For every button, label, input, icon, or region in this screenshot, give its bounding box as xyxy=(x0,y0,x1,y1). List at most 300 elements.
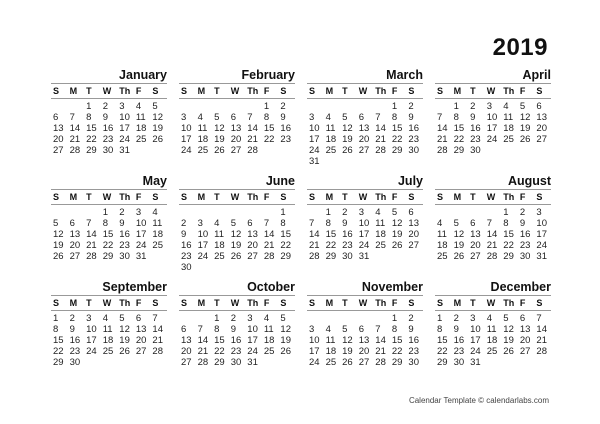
weekday-header: Th xyxy=(247,192,259,202)
day-cell: 22 xyxy=(325,240,337,251)
day-cell: 5 xyxy=(391,207,398,218)
day-cell: 23 xyxy=(470,134,481,145)
day-cell: 21 xyxy=(197,346,209,357)
weekday-header: Th xyxy=(503,298,515,308)
header-divider xyxy=(179,204,295,205)
day-cell: 18 xyxy=(486,335,498,346)
day-cell: 28 xyxy=(375,145,386,156)
day-cell: 15 xyxy=(391,335,403,346)
day-cell: 23 xyxy=(519,240,531,251)
day-cell: 17 xyxy=(247,335,258,346)
month-days-grid xyxy=(435,191,551,262)
day-cell: 9 xyxy=(181,229,187,240)
day-cell: 25 xyxy=(375,240,386,251)
day-cell: 12 xyxy=(503,324,514,335)
day-cell: 21 xyxy=(437,134,448,145)
day-cell: 8 xyxy=(263,112,270,123)
empty-day-cell xyxy=(357,101,374,112)
weekday-header: S xyxy=(280,86,287,96)
empty-day-cell xyxy=(262,207,279,218)
day-cell: 29 xyxy=(214,357,225,368)
day-cell: 16 xyxy=(453,335,465,346)
header-divider xyxy=(307,98,423,99)
day-cell: 27 xyxy=(408,240,419,251)
header-divider xyxy=(51,310,167,311)
day-cell: 22 xyxy=(214,346,225,357)
day-cell: 24 xyxy=(486,134,498,145)
weekday-header: W xyxy=(102,298,112,308)
day-cell: 5 xyxy=(152,101,158,112)
day-cell: 6 xyxy=(408,207,414,218)
day-cell: 22 xyxy=(391,134,403,145)
day-cell: 12 xyxy=(230,229,242,240)
day-cell: 30 xyxy=(342,251,353,262)
day-cell: 2 xyxy=(342,207,348,218)
day-cell: 11 xyxy=(375,218,386,229)
day-cell: 1 xyxy=(102,207,108,218)
day-cell: 21 xyxy=(536,335,547,346)
day-cell: 28 xyxy=(247,145,258,156)
day-cell: 1 xyxy=(503,207,509,218)
day-cell: 4 xyxy=(325,324,331,335)
day-cell: 23 xyxy=(181,251,192,262)
day-cell: 3 xyxy=(86,313,92,324)
day-cell: 13 xyxy=(519,324,531,335)
weekday-header: Th xyxy=(247,86,259,96)
weekday-header: S xyxy=(408,192,415,202)
weekday-header: T xyxy=(470,192,476,202)
day-cell: 30 xyxy=(408,357,419,368)
day-cell: 3 xyxy=(309,112,315,123)
empty-day-cell xyxy=(485,207,502,218)
day-cell: 18 xyxy=(197,134,209,145)
weekday-header: Th xyxy=(119,86,131,96)
day-cell: 15 xyxy=(280,229,291,240)
day-cell: 17 xyxy=(309,134,320,145)
weekday-header: F xyxy=(391,298,398,308)
day-cell: 17 xyxy=(470,335,481,346)
day-cell: 19 xyxy=(503,335,514,346)
day-cell: 13 xyxy=(181,335,192,346)
day-cell: 1 xyxy=(263,101,270,112)
day-cell: 12 xyxy=(519,112,531,123)
day-cell: 6 xyxy=(69,218,75,229)
day-cell: 9 xyxy=(519,218,526,229)
weekday-header: F xyxy=(519,298,526,308)
day-cell: 2 xyxy=(519,207,526,218)
weekday-header: W xyxy=(486,192,496,202)
weekday-header: S xyxy=(280,298,287,308)
day-cell: 10 xyxy=(247,324,258,335)
month-days-grid xyxy=(51,297,167,368)
day-cell: 8 xyxy=(214,324,220,335)
day-cell: 10 xyxy=(309,123,320,134)
day-cell: 20 xyxy=(519,335,531,346)
day-cell: 15 xyxy=(391,123,403,134)
weekday-header: M xyxy=(197,192,206,202)
day-cell: 20 xyxy=(358,346,370,357)
day-cell: 4 xyxy=(486,313,492,324)
month-title: December xyxy=(435,279,551,296)
day-cell: 6 xyxy=(181,324,187,335)
day-cell: 30 xyxy=(102,145,114,156)
header-divider xyxy=(51,204,167,205)
header-divider xyxy=(435,98,551,99)
day-cell: 10 xyxy=(135,218,147,229)
month-september xyxy=(51,279,167,368)
day-cell: 8 xyxy=(503,218,509,229)
day-cell: 30 xyxy=(181,262,192,273)
day-cell: 26 xyxy=(342,145,353,156)
empty-day-cell xyxy=(196,313,213,324)
day-cell: 16 xyxy=(102,123,114,134)
day-cell: 15 xyxy=(214,335,225,346)
day-cell: 11 xyxy=(152,218,163,229)
day-cell: 13 xyxy=(53,123,64,134)
weekday-header: M xyxy=(69,86,78,96)
day-cell: 14 xyxy=(152,324,163,335)
weekday-header: S xyxy=(437,86,444,96)
day-cell: 24 xyxy=(470,346,481,357)
day-cell: 18 xyxy=(135,123,147,134)
weekday-header: Th xyxy=(503,192,515,202)
day-cell: 12 xyxy=(214,123,225,134)
month-title: January xyxy=(51,67,167,84)
day-cell: 23 xyxy=(280,134,291,145)
weekday-header: Th xyxy=(119,192,131,202)
day-cell: 22 xyxy=(86,134,97,145)
day-cell: 20 xyxy=(536,123,547,134)
day-cell: 26 xyxy=(53,251,64,262)
day-cell: 3 xyxy=(197,218,203,229)
day-cell: 5 xyxy=(230,218,236,229)
day-cell: 22 xyxy=(280,240,291,251)
month-title: March xyxy=(307,67,423,84)
day-cell: 13 xyxy=(358,123,370,134)
day-cell: 14 xyxy=(247,123,258,134)
weekday-header: S xyxy=(53,86,60,96)
day-cell: 16 xyxy=(519,229,531,240)
day-cell: 21 xyxy=(486,240,498,251)
weekday-header: F xyxy=(391,86,398,96)
day-cell: 13 xyxy=(470,229,481,240)
day-cell: 23 xyxy=(230,346,242,357)
month-october xyxy=(179,279,295,368)
weekday-header: M xyxy=(325,86,334,96)
day-cell: 16 xyxy=(408,335,419,346)
day-cell: 2 xyxy=(470,101,476,112)
header-divider xyxy=(307,204,423,205)
day-cell: 21 xyxy=(375,346,386,357)
day-cell: 18 xyxy=(152,229,163,240)
empty-day-cell xyxy=(452,207,469,218)
day-cell: 18 xyxy=(325,346,337,357)
day-cell: 13 xyxy=(69,229,81,240)
day-cell: 14 xyxy=(486,229,498,240)
weekday-header: Th xyxy=(503,86,515,96)
day-cell: 29 xyxy=(503,251,514,262)
day-cell: 18 xyxy=(375,229,386,240)
day-cell: 1 xyxy=(280,207,286,218)
weekday-header: T xyxy=(470,86,476,96)
month-title: October xyxy=(179,279,295,296)
day-cell: 5 xyxy=(453,218,459,229)
day-cell: 4 xyxy=(503,101,509,112)
day-cell: 14 xyxy=(263,229,275,240)
day-cell: 9 xyxy=(408,324,414,335)
day-cell: 19 xyxy=(280,335,291,346)
day-cell: 3 xyxy=(247,313,253,324)
day-cell: 1 xyxy=(391,313,398,324)
weekday-header: F xyxy=(519,192,526,202)
day-cell: 24 xyxy=(135,240,147,251)
day-cell: 17 xyxy=(181,134,192,145)
day-cell: 21 xyxy=(375,134,386,145)
day-cell: 8 xyxy=(102,218,108,229)
empty-day-cell xyxy=(212,207,229,218)
day-cell: 26 xyxy=(119,346,130,357)
day-cell: 6 xyxy=(358,112,364,123)
header-divider xyxy=(179,98,295,99)
year-title: 2019 xyxy=(492,34,548,61)
day-cell: 8 xyxy=(391,324,398,335)
day-cell: 2 xyxy=(280,101,286,112)
weekday-header: W xyxy=(358,298,368,308)
empty-day-cell xyxy=(468,207,485,218)
day-cell: 12 xyxy=(391,218,403,229)
day-cell: 6 xyxy=(230,112,236,123)
weekday-header: M xyxy=(197,86,206,96)
day-cell: 18 xyxy=(263,335,275,346)
weekday-header: S xyxy=(152,298,159,308)
empty-day-cell xyxy=(435,101,452,112)
day-cell: 26 xyxy=(280,346,291,357)
month-days-grid xyxy=(435,297,551,368)
weekday-header: T xyxy=(86,298,92,308)
day-cell: 9 xyxy=(280,112,286,123)
day-cell: 30 xyxy=(69,357,81,368)
weekday-header: W xyxy=(486,298,496,308)
empty-day-cell xyxy=(229,207,246,218)
month-title: August xyxy=(435,173,551,190)
day-cell: 1 xyxy=(86,101,92,112)
weekday-header: F xyxy=(263,192,270,202)
day-cell: 13 xyxy=(536,112,547,123)
weekday-header: W xyxy=(102,86,112,96)
day-cell: 10 xyxy=(181,123,192,134)
day-cell: 10 xyxy=(536,218,547,229)
day-cell: 31 xyxy=(309,156,320,167)
day-cell: 16 xyxy=(181,240,192,251)
header-divider xyxy=(435,204,551,205)
day-cell: 3 xyxy=(358,207,364,218)
empty-day-cell xyxy=(68,101,85,112)
day-cell: 11 xyxy=(325,123,336,134)
day-cell: 1 xyxy=(53,313,59,324)
month-days-grid xyxy=(179,191,295,273)
day-cell: 31 xyxy=(119,145,130,156)
day-cell: 14 xyxy=(375,335,386,346)
empty-day-cell xyxy=(357,313,374,324)
day-cell: 2 xyxy=(181,218,187,229)
day-cell: 3 xyxy=(119,101,125,112)
day-cell: 23 xyxy=(453,346,465,357)
weekday-header: S xyxy=(53,192,60,202)
header-divider xyxy=(179,310,295,311)
weekday-header: F xyxy=(135,298,142,308)
month-days-grid xyxy=(51,191,167,262)
day-cell: 28 xyxy=(536,346,547,357)
day-cell: 18 xyxy=(503,123,514,134)
day-cell: 26 xyxy=(453,251,465,262)
day-cell: 19 xyxy=(53,240,64,251)
day-cell: 25 xyxy=(135,134,147,145)
day-cell: 8 xyxy=(325,218,331,229)
day-cell: 26 xyxy=(391,240,403,251)
day-cell: 5 xyxy=(503,313,509,324)
day-cell: 28 xyxy=(69,145,81,156)
day-cell: 9 xyxy=(408,112,414,123)
weekday-header: S xyxy=(437,298,444,308)
day-cell: 16 xyxy=(342,229,353,240)
day-cell: 5 xyxy=(119,313,125,324)
day-cell: 14 xyxy=(197,335,209,346)
weekday-header: W xyxy=(102,192,112,202)
day-cell: 18 xyxy=(325,134,337,145)
day-cell: 13 xyxy=(230,123,242,134)
day-cell: 10 xyxy=(486,112,498,123)
day-cell: 17 xyxy=(309,346,320,357)
day-cell: 24 xyxy=(119,134,130,145)
day-cell: 24 xyxy=(358,240,370,251)
day-cell: 15 xyxy=(325,229,337,240)
day-cell: 27 xyxy=(536,134,547,145)
day-cell: 12 xyxy=(280,324,291,335)
day-cell: 8 xyxy=(391,112,398,123)
empty-day-cell xyxy=(212,101,229,112)
empty-day-cell xyxy=(245,101,262,112)
day-cell: 29 xyxy=(325,251,337,262)
month-title: February xyxy=(179,67,295,84)
day-cell: 19 xyxy=(342,134,353,145)
weekday-header: T xyxy=(214,192,220,202)
weekday-header: S xyxy=(309,192,316,202)
weekday-header: S xyxy=(181,192,188,202)
day-cell: 9 xyxy=(470,112,476,123)
day-cell: 30 xyxy=(119,251,130,262)
month-days-grid xyxy=(307,297,423,368)
weekday-header: S xyxy=(437,192,444,202)
day-cell: 16 xyxy=(69,335,81,346)
day-cell: 1 xyxy=(453,101,459,112)
day-cell: 6 xyxy=(536,101,542,112)
day-cell: 28 xyxy=(486,251,498,262)
day-cell: 19 xyxy=(152,123,163,134)
day-cell: 21 xyxy=(152,335,163,346)
day-cell: 24 xyxy=(247,346,258,357)
day-cell: 8 xyxy=(453,112,459,123)
day-cell: 15 xyxy=(86,123,97,134)
month-title: September xyxy=(51,279,167,296)
day-cell: 5 xyxy=(214,112,220,123)
weekday-header: F xyxy=(391,192,398,202)
day-cell: 19 xyxy=(119,335,130,346)
day-cell: 1 xyxy=(437,313,443,324)
day-cell: 29 xyxy=(391,145,403,156)
day-cell: 8 xyxy=(437,324,443,335)
day-cell: 8 xyxy=(86,112,92,123)
day-cell: 22 xyxy=(453,134,465,145)
day-cell: 11 xyxy=(486,324,497,335)
day-cell: 18 xyxy=(102,335,114,346)
weekday-header: S xyxy=(408,298,415,308)
day-cell: 17 xyxy=(486,123,498,134)
day-cell: 15 xyxy=(437,335,448,346)
day-cell: 3 xyxy=(135,207,142,218)
day-cell: 27 xyxy=(247,251,258,262)
day-cell: 7 xyxy=(152,313,158,324)
day-cell: 29 xyxy=(102,251,114,262)
day-cell: 21 xyxy=(86,240,97,251)
day-cell: 19 xyxy=(519,123,531,134)
empty-day-cell xyxy=(51,207,68,218)
empty-day-cell xyxy=(229,101,246,112)
day-cell: 1 xyxy=(214,313,220,324)
day-cell: 24 xyxy=(86,346,97,357)
day-cell: 8 xyxy=(53,324,59,335)
weekday-header: M xyxy=(453,192,462,202)
header-divider xyxy=(51,98,167,99)
day-cell: 10 xyxy=(119,112,130,123)
day-cell: 3 xyxy=(181,112,187,123)
day-cell: 12 xyxy=(53,229,64,240)
day-cell: 6 xyxy=(53,112,59,123)
weekday-header: S xyxy=(181,298,188,308)
empty-day-cell xyxy=(307,101,324,112)
day-cell: 25 xyxy=(263,346,275,357)
day-cell: 20 xyxy=(230,134,242,145)
month-days-grid xyxy=(307,191,423,262)
day-cell: 9 xyxy=(69,324,75,335)
day-cell: 7 xyxy=(263,218,270,229)
day-cell: 3 xyxy=(309,324,315,335)
day-cell: 28 xyxy=(309,251,320,262)
day-cell: 12 xyxy=(342,123,353,134)
day-cell: 21 xyxy=(309,240,320,251)
day-cell: 21 xyxy=(247,134,258,145)
month-days-grid xyxy=(179,85,295,156)
weekday-header: W xyxy=(358,192,368,202)
month-may xyxy=(51,173,167,262)
day-cell: 25 xyxy=(197,145,209,156)
month-june xyxy=(179,173,295,273)
day-cell: 2 xyxy=(230,313,236,324)
month-july xyxy=(307,173,423,262)
month-april xyxy=(435,67,551,156)
day-cell: 20 xyxy=(181,346,192,357)
day-cell: 7 xyxy=(375,112,381,123)
empty-day-cell xyxy=(307,313,324,324)
month-december xyxy=(435,279,551,368)
day-cell: 28 xyxy=(197,357,209,368)
day-cell: 25 xyxy=(486,346,498,357)
day-cell: 22 xyxy=(503,240,514,251)
weekday-header: S xyxy=(53,298,60,308)
empty-day-cell xyxy=(179,207,196,218)
day-cell: 7 xyxy=(375,324,381,335)
day-cell: 12 xyxy=(342,335,353,346)
empty-day-cell xyxy=(68,207,85,218)
